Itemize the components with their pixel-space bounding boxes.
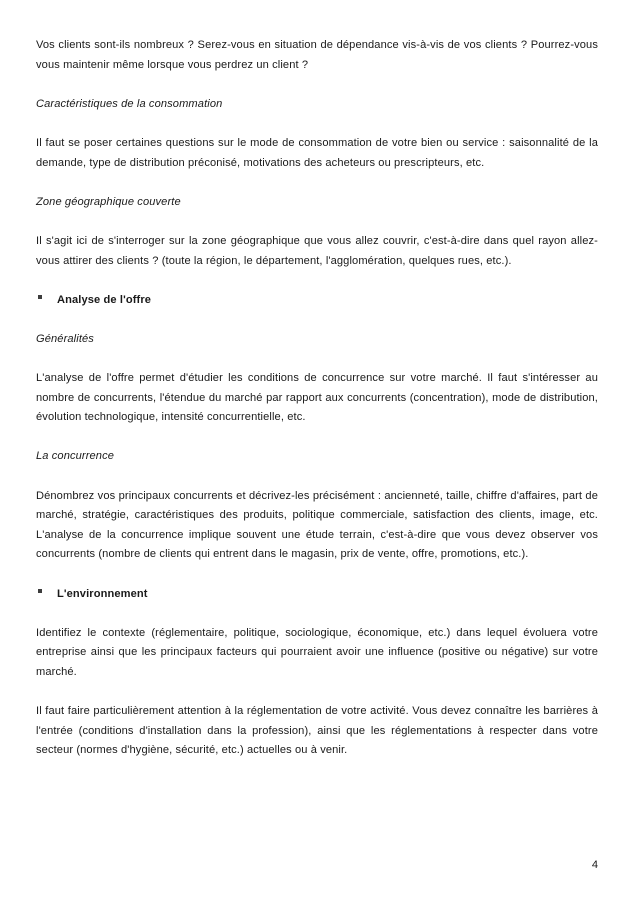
paragraph-spacer: [36, 683, 598, 703]
paragraph-spacer: [36, 114, 598, 134]
paragraph-spacer: [36, 467, 598, 487]
bullet-heading-analyse-offre: [36, 291, 598, 311]
paragraph-contexte-environnement: Identifiez le contexte (réglementaire, politique, sociologique, économique, etc.) dans lequel évoluera votre entreprise ainsi que les principaux facteurs qui pourraient avoir une influence (positive ou négative) sur votre marché.: [36, 626, 598, 678]
bullet-heading-label: Analyse de l'offre: [57, 293, 152, 306]
paragraph-spacer: [36, 428, 598, 448]
paragraph-spacer: [36, 212, 598, 232]
paragraph-spacer: [36, 173, 598, 193]
paragraph-spacer: [36, 310, 598, 330]
document-body: [36, 36, 598, 761]
page-number: 4: [591, 859, 598, 871]
paragraph-reglementation: Il faut faire particulièrement attention à la réglementation de votre activité. Vous devez connaître les barrières à l'entrée (conditions d'installation dans la profession), ainsi que les réglementations à respecter dans votre secteur (normes d'hygiène, sécurité, etc.) actuelles ou à venir.: [36, 705, 598, 757]
paragraph-analyse-offre: L'analyse de l'offre permet d'étudier les conditions de concurrence sur votre marché. Il faut s'intéresser au nombre de concurrents, l'étendue du marché par rapport aux concurrents (concentration), mode de distribution, évolution technologique, intensité concurrentielle, etc.: [36, 372, 598, 424]
bullet-heading-environnement: [36, 585, 598, 605]
paragraph-spacer: [36, 271, 598, 291]
subheading-zone-geographique: Zone géographique couverte: [36, 195, 181, 208]
paragraph-spacer: [36, 75, 598, 95]
paragraph-mode-consommation: Il faut se poser certaines questions sur le mode de consommation de votre bien ou service : saisonnalité de la demande, type de distribution préconisé, motivations des acheteurs ou prescripteurs, etc.: [36, 136, 598, 169]
subheading-generalites: Généralités: [36, 332, 94, 345]
paragraph-clients-questions: Vos clients sont-ils nombreux ? Serez-vous en situation de dépendance vis-à-vis de vos clients ? Pourrez-vous vous maintenir même lorsque vous perdrez un client ?: [36, 39, 598, 71]
subheading-caracteristiques-consommation: Caractéristiques de la consommation: [36, 97, 223, 110]
paragraph-spacer: [36, 565, 598, 585]
paragraph-la-concurrence: Dénombrez vos principaux concurrents et décrivez-les précisément : ancienneté, taille, chiffre d'affaires, part de marché, stratégie, caractéristiques des produits, politique commerciale, satisfaction des clients, image, etc. L'analyse de la concurrence implique souvent une étude terrain, c'est-à-dire que vous devez observer vos concurrents (nombre de clients qui entrent dans le magasin, prix de vente, offre, promotions, etc.).: [36, 489, 598, 561]
subheading-la-concurrence: La concurrence: [36, 450, 115, 463]
paragraph-spacer: [36, 350, 598, 370]
paragraph-spacer: [36, 604, 598, 624]
bullet-heading-label: L'environnement: [57, 587, 148, 600]
paragraph-zone-geographique: Il s'agit ici de s'interroger sur la zone géographique que vous allez couvrir, c'est-à-dire dans quel rayon allez-vous attirer des clients ? (toute la région, le département, l'agglomération, quelques rues, etc.).: [36, 234, 598, 267]
